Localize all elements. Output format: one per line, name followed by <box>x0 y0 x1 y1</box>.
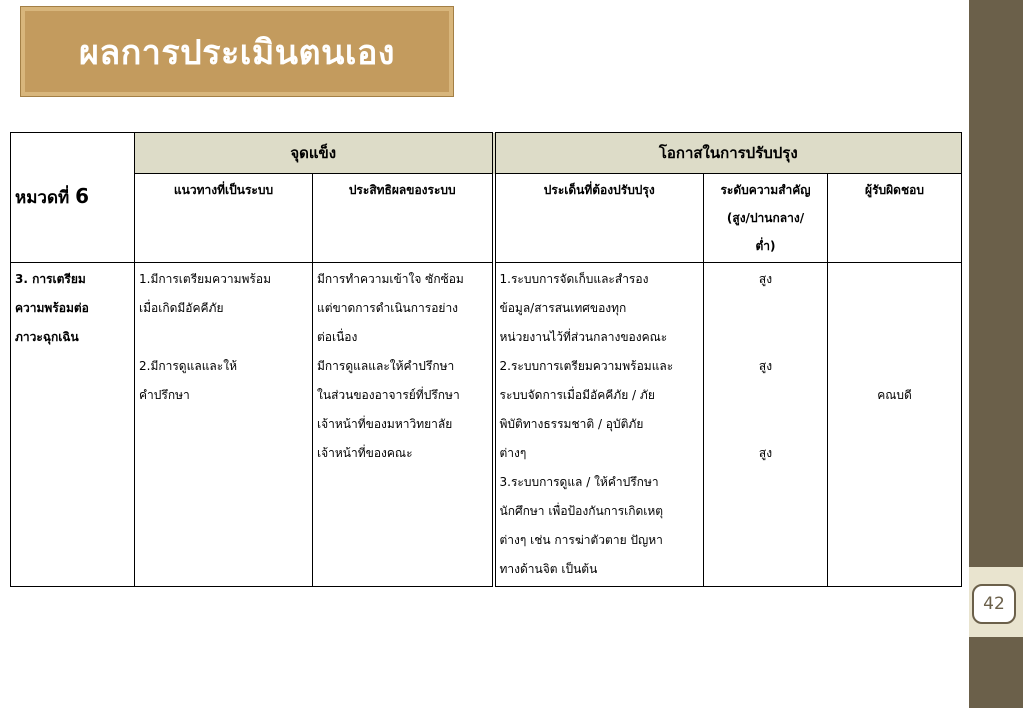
importance-value: สูง <box>758 359 773 373</box>
issues-header: ประเด็นที่ต้องปรับปรุง <box>494 174 704 263</box>
issues-cell <box>494 263 704 587</box>
effectiveness-cell <box>313 263 494 587</box>
approach-spacer <box>139 323 308 352</box>
approach-header: แนวทางที่เป็นระบบ <box>135 174 313 263</box>
issues-line: พิบัติทางธรรมชาติ / อุบัติภัย <box>499 417 644 431</box>
category-label: หมวดที่ <box>15 188 76 208</box>
header-row-top <box>11 133 962 174</box>
effectiveness-line: เจ้าหน้าที่ของมหาวิทยาลัย <box>317 417 453 431</box>
issues-line: หน่วยงานไว้ที่ส่วนกลางของคณะ <box>499 330 668 344</box>
effectiveness-line: มีการทำความเข้าใจ ซักซ้อม <box>317 272 464 286</box>
issues-line: ต่างๆ <box>499 446 527 460</box>
effectiveness-line: เจ้าหน้าที่ของคณะ <box>317 446 413 460</box>
importance-spacer <box>708 381 823 410</box>
issues-line: นักศึกษา เพื่อป้องกันการเกิดเหตุ <box>499 504 664 518</box>
improvement-header: โอกาสในการปรับปรุง <box>494 133 962 174</box>
approach-line: 1.มีการเตรียมความพร้อม <box>139 272 271 286</box>
topic-line: ภาวะฉุกเฉิน <box>15 330 79 344</box>
issues-line: ระบบจัดการเมื่อมีอัคคีภัย / ภัย <box>499 388 655 402</box>
importance-header-line1: ระดับความสำคัญ <box>720 183 811 197</box>
responsible-cell <box>828 263 962 587</box>
approach-line: คำปรึกษา <box>139 388 190 402</box>
assessment-table <box>10 132 962 587</box>
page-number: 42 <box>972 584 1016 624</box>
importance-value: สูง <box>758 446 773 460</box>
issues-line: ข้อมูล/สารสนเทศของทุก <box>499 301 627 315</box>
table-row <box>11 263 962 587</box>
approach-line: 2.มีการดูแลและให้ <box>139 359 237 373</box>
responsible-spacer <box>832 265 957 381</box>
importance-header-line3: ต่ำ) <box>755 239 776 253</box>
issues-line: 1.ระบบการจัดเก็บและสำรอง <box>499 272 649 286</box>
topic-line: 3. การเตรียม <box>15 272 86 286</box>
topic-line: ความพร้อมต่อ <box>15 301 89 315</box>
effectiveness-line: แต่ขาดการดำเนินการอย่าง <box>317 301 459 315</box>
responsible-header: ผู้รับผิดชอบ <box>828 174 962 263</box>
effectiveness-line: ต่อเนื่อง <box>317 330 358 344</box>
category-cell <box>11 133 135 263</box>
importance-spacer <box>708 410 823 439</box>
page-title: ผลการประเมินตนเอง <box>78 32 396 73</box>
importance-header <box>704 174 828 263</box>
effectiveness-line: ในส่วนของอาจารย์ที่ปรึกษา <box>317 388 460 402</box>
effectiveness-line: มีการดูแลและให้คำปรึกษา <box>317 359 455 373</box>
header-row-sub <box>11 174 962 263</box>
importance-spacer <box>708 323 823 352</box>
issues-line: 2.ระบบการเตรียมความพร้อมและ <box>499 359 674 373</box>
topic-cell <box>11 263 135 587</box>
responsible-value: คณบดี <box>877 388 912 402</box>
issues-line: ทางด้านจิต เป็นต้น <box>499 562 598 576</box>
importance-spacer <box>708 294 823 323</box>
importance-cell <box>704 263 828 587</box>
issues-line: ต่างๆ เช่น การฆ่าตัวตาย ปัญหา <box>499 533 663 547</box>
category-number: 6 <box>75 184 90 208</box>
approach-line: เมื่อเกิดมีอัคคีภัย <box>139 301 224 315</box>
approach-cell <box>135 263 313 587</box>
effectiveness-header: ประสิทธิผลของระบบ <box>313 174 494 263</box>
importance-header-line2: (สูง/ปานกลาง/ <box>726 211 805 225</box>
issues-line: 3.ระบบการดูแล / ให้คำปรึกษา <box>499 475 659 489</box>
title-banner <box>20 6 454 97</box>
strengths-header: จุดแข็ง <box>135 133 494 174</box>
importance-value: สูง <box>758 272 773 286</box>
